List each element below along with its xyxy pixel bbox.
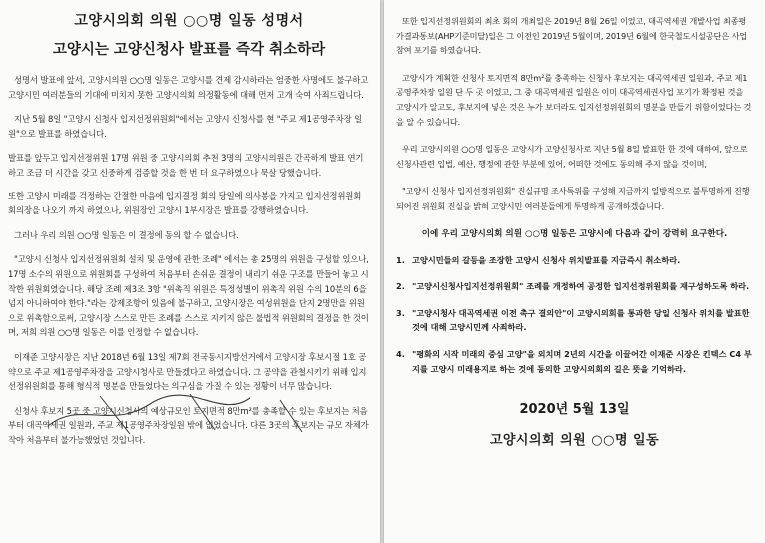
demand-item [396,306,753,335]
paragraph: 고양시가 계획한 신청사 토지면적 8만m²를 충족하는 신청사 후보지는 대곡역세권 일원과, 주교 제1공영주차장 일원 단 두 곳 이었고, 그 중 대곡역세권 일원은 이미 대곡역세권사업 포기가 확정된 것을 고양시가 알고도, 후보지에 넣은 것은 누가 보더라도 입지선정위원회의 명분을 만들기 위함이었다는 것을 알 수 있습니다. [396,72,752,127]
demand-text: "고양시청사 대곡역세권 이전 촉구 결의안"이 고양시의회를 통과한 당일 신청사 위치를 발표한 것에 대해 고양시민께 사죄하라. [412,307,750,333]
paragraph: 또한 입지선정위원회의 최초 회의 개최일은 2019년 8월 26일 이었고, 대곡역세권 개발사업 최종평가결과통보(AHP기준미달)일은 그 이전인 2019년 5월이며, 2019년 6월에 한국철도시설공단은 사업참여 포기를 하였습니다. [396,16,748,56]
statement-subtitle: 고양시는 고양신청사 발표를 즉각 취소하라 [52,42,326,58]
paragraph: 또한 고양시 미래를 걱정하는 간절한 마음에 입지결정 회의 당일에 의사봉을 가지고 입지선정위원회 회의장을 나오기 까지 하였으나, 위원장인 고양시 1부시장은 발표를 강행하였습니다. [8,190,362,216]
demand-number: 3. [396,307,405,318]
statement-signature: 고양시의회 의원 ○○명 일동 [489,433,660,449]
paragraph: 그러나 우리 의원 ○○명 일동은 이 결정에 동의 할 수 없습니다. [14,229,239,240]
paragraph: "고양시 신청사 입지선정위원회" 진실규명 조사특위를 구성해 지금까지 일방적으로 불투명하게 진행되어진 위원회 진실을 밝혀 고양시민 여러분들에게 투명하게 공개하겠습니다. [396,186,750,211]
paragraph: 지난 5월 8일 "고양시 신청사 입지선정위원회"에서는 고양시 신청사를 현 "주교 제1공영주차장 일원"으로 발표를 하였습니다. [8,114,363,139]
paragraph: 발표를 앞두고 입지선정위원 17명 위원 중 고양시의회 추천 3명의 고양시의원은 간곡하게 발표 연기하고 조금 더 시간을 갖고 신중하게 검증할 것을 한 번 더 요구하였으나 묵살 당했습니다. [8,153,364,178]
paragraph: 성명서 발표에 앞서, 고양시의원 ○○명 일동은 고양시를 견제 감시하라는 엄중한 사명에도 불구하고 고양시민 여러분들의 기대에 미치지 못한 고양시의회 의정활동에 대해 먼저 고개 숙여 사죄드립니다. [8,75,369,100]
paragraph: 우리 고양시의원 ○○명 일동은 고양시가 고양신청사로 지난 5월 8일 발표한 한 것에 대하여, 앞으로 신청사관련 입법, 예산, 행정에 관한 부분에 있어, 어떠한 것에도 동의해 주지 않을 것이며, [396,144,748,169]
statement-date: 2020년 5월 13일 [519,402,630,418]
paragraph: 이재준 고양시장은 지난 2018년 6월 13일 제7회 전국동시지방선거에서 고양시장 후보시절 1호 공약으로 주교 제1공영주차장을 고양시청사로 만들겠다고 하였습니다. 그 공약을 관철시키기 위해 입지선정위원회를 통해 형식적 명분을 만들었다는 의구심을 가질 수 있는 정황이 너무 많습니다. [8,351,367,392]
demand-item [396,279,753,294]
statement-title: 고양시의회 의원 ○○명 일동 성명서 [74,13,304,29]
demand-item [396,253,753,268]
demand-number: 4. [396,348,405,359]
paragraph: 신청사 후보지 5곳 중 고양시신청사의 예상규모인 토지면적 8만m²를 충족할 수 있는 후보지는 처음부터 대곡역세권 일원과, 주교 제1공영주차장일원 밖에 없었습니다. 다른 3곳의 후보지는 규모 자체가 작아 처음부터 불가능했었던 것입니다. [8,405,369,445]
statement-page-right [384,0,765,543]
demand-text: 고양시민들의 갈등을 조장한 고양시 신청사 위치발표를 지금즉시 취소하라. [412,254,681,265]
demand-number: 2. [396,281,405,292]
paragraph: "고양시 신청사 입지선정위원회 설치 및 운영에 관한 조례" 에서는 총 25명의 위원을 구성할 있으나, 17명 소수의 위원으로 위원회를 구성하여 처음부터 손쉬운 결정이 내리기 쉬운 구조를 만들어 놓고 시작한 위원회였습니다. 해당 조례 제3조 3항 "위촉직 위원은 특정성별이 위촉직 위원 수의 10분의 6을 넘지 아니하여야 한다."라는 강제조항이 있음에 불구하고, 고양시장은 여성위원을 단지 2명만을 위원으로 위촉함으로써, 고양시장 스스로 만든 조례를 스스로 지키지 않은 불법적 위원회의 결정을 한 것이며, 저희 의원 ○○명 일동은 이를 인정할 수 없습니다. [8,254,369,338]
demands-lead: 이에 우리 고양시의회 의원 ○○명 일동은 고양시에 다음과 같이 강력히 요구한다. [421,228,728,239]
demand-item [396,347,753,376]
demand-number: 1. [396,254,405,265]
demand-text: "평화의 시작 미래의 중심 고양"을 외치며 2년의 시간을 이끌어간 이재준 시장은 킨텍스 C4 부지를 고양시 미래용지로 하는 것에 동의한 고양시의회의 길은 뜻을 기억하라. [412,348,752,374]
demand-text: "고양시신청사입지선정위원회" 조례를 개정하여 공정한 입지선정위원회를 재구성하도록 하라. [412,281,750,292]
statement-page-left [0,0,380,543]
demands-list [396,253,753,377]
